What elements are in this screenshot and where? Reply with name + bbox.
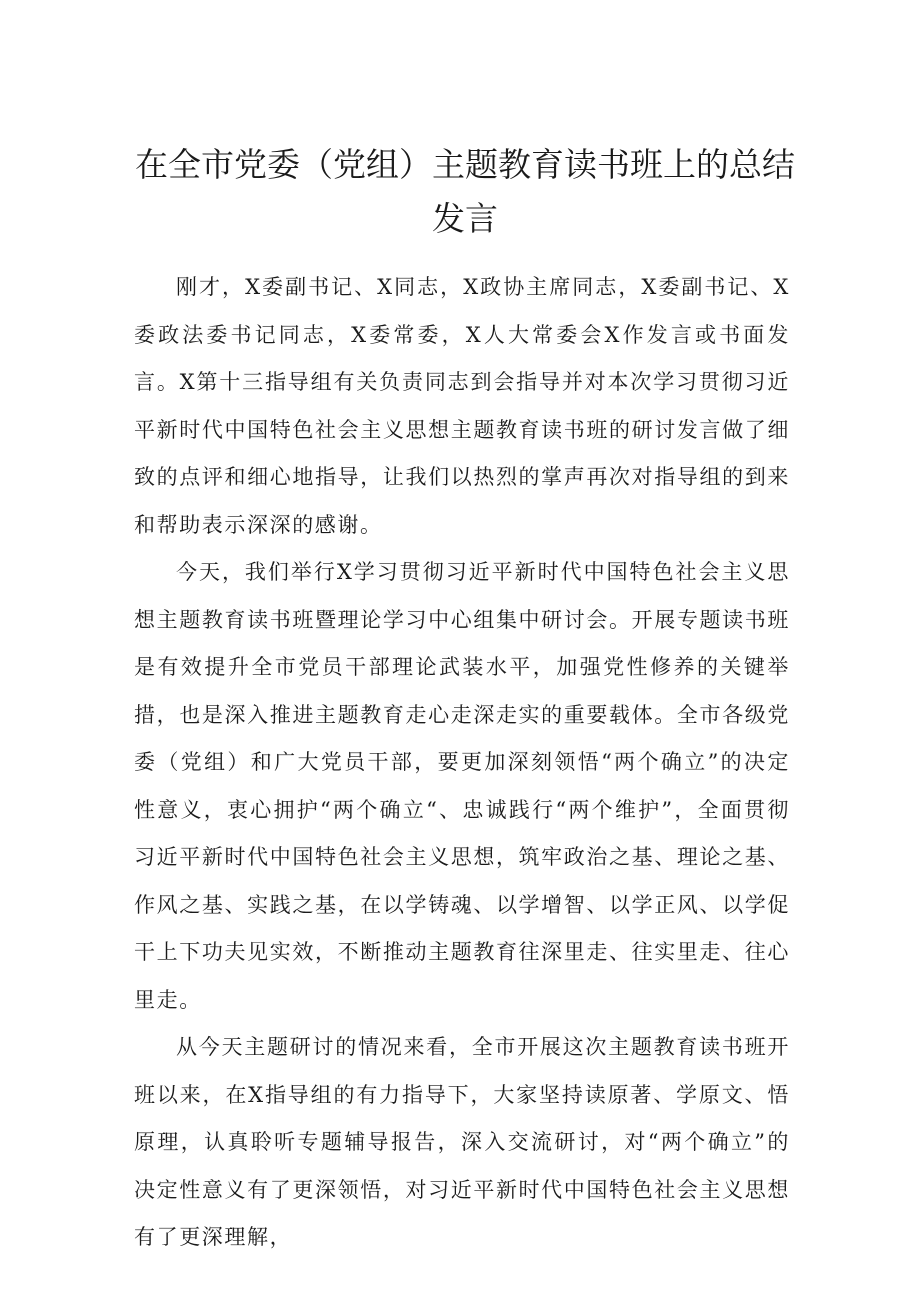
paragraph-3: 从今天主题研讨的情况来看，全市开展这次主题教育读书班开班以来，在X指导组的有力指导下，大家坚持读原著、学原文、悟原理，认真聆听专题辅导报告，深入交流研讨，对“两个确立”的决定性意义有了更深领悟，对习近平新时代中国特色社会主义思想有了更深理解， bbox=[134, 1035, 790, 1249]
paragraph-2: 今天，我们举行X学习贯彻习近平新时代中国特色社会主义思想主题教育读书班暨理论学习中心组集中研讨会。开展专题读书班是有效提升全市党员干部理论武装水平，加强党性修养的关键举措，也是深入推进主题教育走心走深走实的重要载体。全市各级党委（党组）和广大党员干部，要更加深刻领悟“两个确立”的决定性意义，衷心拥护“两个确立“、忠诚践行“两个维护”，全面贯彻习近平新时代中国特色社会主义思想，筑牢政治之基、理论之基、作风之基、实践之基，在以学铸魂、以学增智、以学正风、以学促干上下功夫见实效，不断推动主题教育往深里走、往实里走、往心里走。 bbox=[134, 560, 790, 1012]
paragraph-1: 刚才，X委副书记、X同志，X政协主席同志，X委副书记、X委政法委书记同志，X委常委，X人大常委会X作发言或书面发言。X第十三指导组有关负责同志到会指导并对本次学习贯彻习近平新时代中国特色社会主义思想主题教育读书班的研讨发言做了细致的点评和细心地指导，让我们以热烈的掌声再次对指导组的到来和帮助表示深深的感谢。 bbox=[134, 275, 790, 537]
document-title: 在全市党委（党组）主题教育读书班上的总结发言 bbox=[135, 145, 795, 238]
document-body bbox=[134, 264, 790, 1262]
